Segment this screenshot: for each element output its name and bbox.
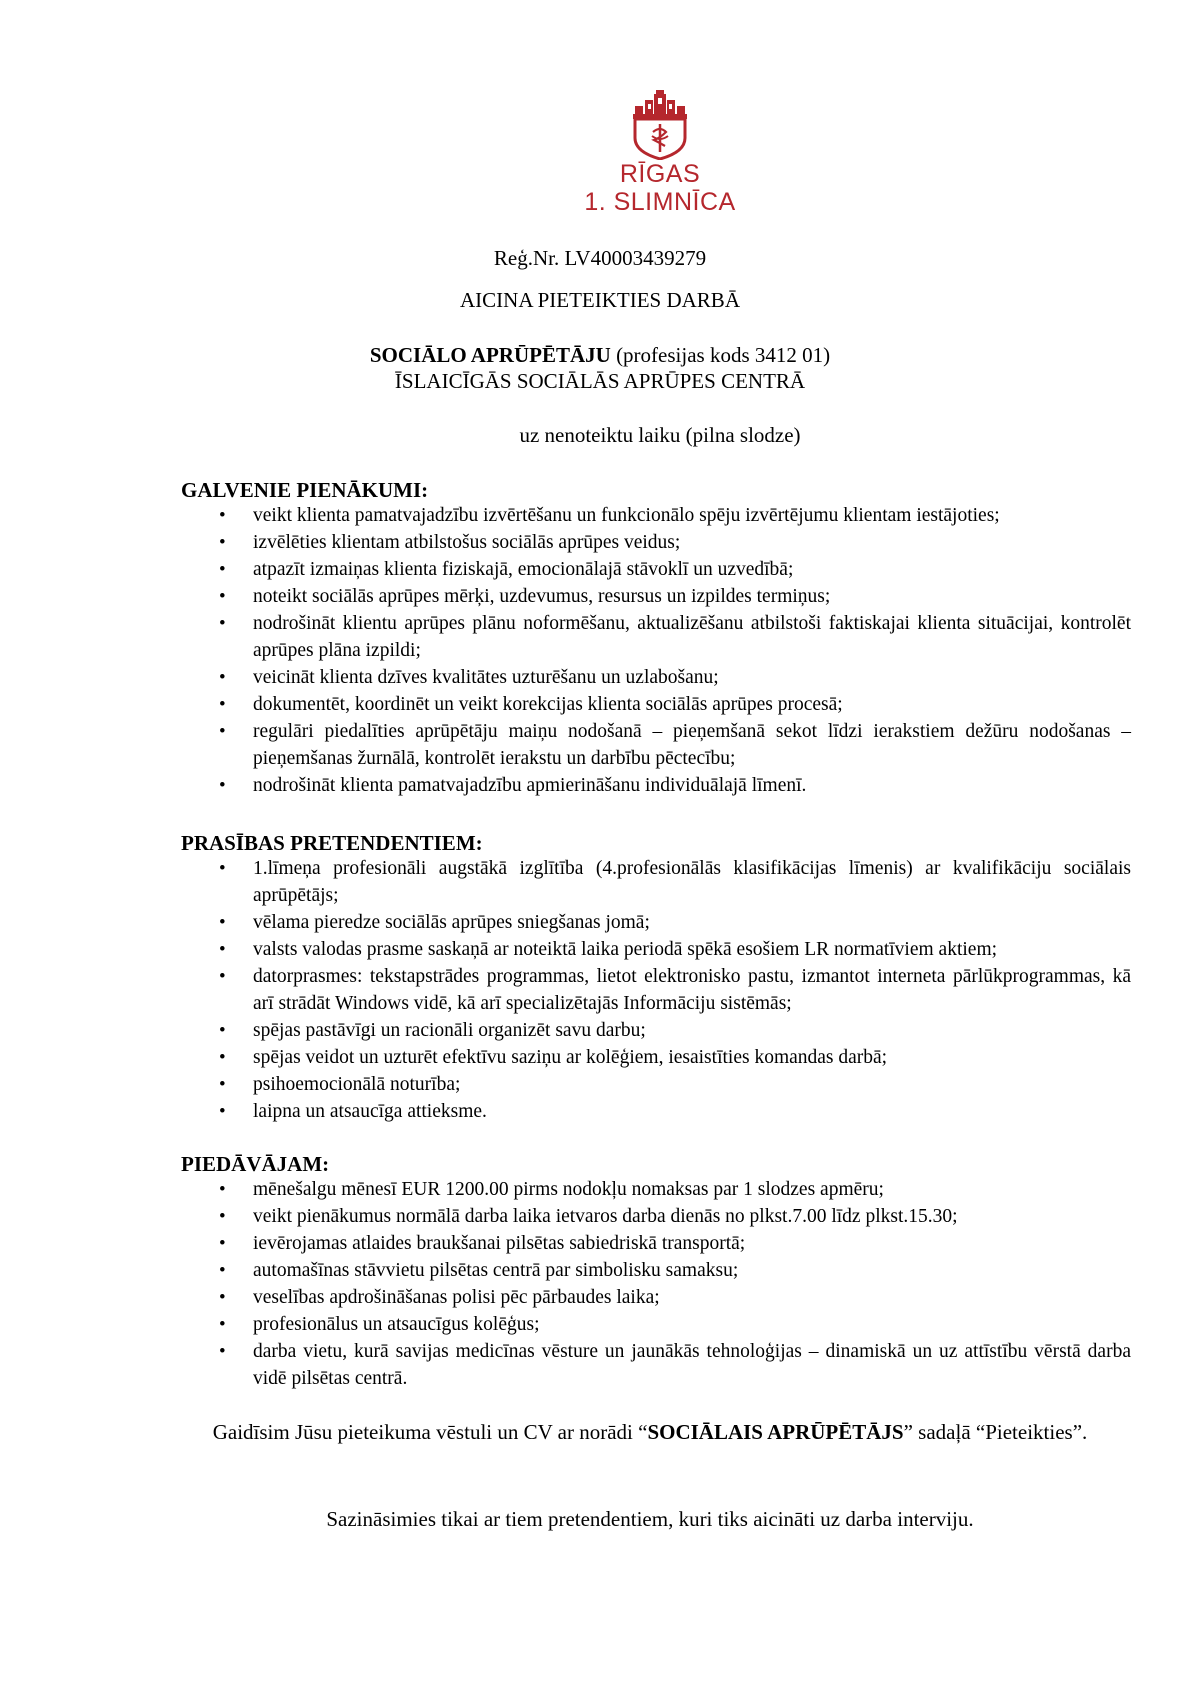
list-item: • psihoemocionālā noturība;	[181, 1071, 1131, 1098]
list-item: • darba vietu, kurā savijas medicīnas vēsture un jaunākās tehnoloģijas – dinamiskā un uz attīstību vērstā darba vidē pilsētas centrā.	[181, 1338, 1131, 1392]
requirements-heading: PRASĪBAS PRETENDENTIEM:	[181, 831, 483, 855]
hospital-castle-logo-icon	[631, 88, 689, 160]
list-item: • profesionālus un atsaucīgus kolēģus;	[181, 1311, 1131, 1338]
list-item: • atpazīt izmaiņas klienta fiziskajā, emocionālajā stāvoklī un uzvedībā;	[181, 556, 1131, 583]
application-instructions	[200, 1418, 1100, 1446]
list-item: • automašīnas stāvvietu pilsētas centrā par simbolisku samaksu;	[181, 1257, 1131, 1284]
logo-line-1: RĪGAS	[619, 160, 701, 188]
department-name: ĪSLAICĪGĀS SOCIĀLĀS APRŪPES CENTRĀ	[394, 369, 806, 393]
position-title-bold: SOCIĀLO APRŪPĒTĀJU	[369, 343, 611, 367]
list-item: • spējas veidot un uzturēt efektīvu saziņu ar kolēģiem, iesaistīties komandas darbā;	[181, 1044, 1131, 1071]
duties-heading: GALVENIE PIENĀKUMI:	[181, 478, 429, 502]
list-item: • laipna un atsaucīga attieksme.	[181, 1098, 1131, 1125]
requirements-section	[181, 831, 1131, 1125]
contact-note: Sazināsimies tikai ar tiem pretendentiem, kuri tiks aicināti uz darba interviju.	[326, 1507, 974, 1531]
list-item: • mēnešalgu mēnesī EUR 1200.00 pirms nodokļu nomaksas par 1 slodzes apmēru;	[181, 1176, 1131, 1203]
position-title	[0, 343, 1200, 367]
position-code: (profesijas kods 3412 01)	[610, 343, 831, 367]
list-item: • noteikt sociālās aprūpes mērķi, uzdevumus, resursus un izpildes termiņus;	[181, 583, 1131, 610]
requirements-list	[181, 855, 1131, 1125]
offer-heading: PIEDĀVĀJAM:	[181, 1152, 330, 1176]
list-item: • spējas pastāvīgi un racionāli organizēt savu darbu;	[181, 1017, 1131, 1044]
offer-list	[181, 1176, 1131, 1392]
hospital-logo	[570, 88, 750, 238]
list-item: • 1.līmeņa profesionāli augstākā izglītība (4.profesionālās klasifikācijas līmenis) ar kvalifikāciju sociālais aprūpētājs;	[181, 855, 1131, 909]
list-item: • veikt pienākumus normālā darba laika ietvaros darba dienās no plkst.7.00 līdz plkst.15.30;	[181, 1203, 1131, 1230]
list-item: • veikt klienta pamatvajadzību izvērtēšanu un funkcionālo spēju izvērtējumu klientam iestājoties;	[181, 502, 1131, 529]
invite-heading: AICINA PIETEIKTIES DARBĀ	[460, 288, 740, 312]
list-item: • valsts valodas prasme saskaņā ar noteiktā laika periodā spēkā esošiem LR normatīviem aktiem;	[181, 936, 1131, 963]
list-item: • nodrošināt klientu aprūpes plānu noformēšanu, aktualizēšanu atbilstoši faktiskajai klienta situācijai, kontrolēt aprūpes plāna izpildi;	[181, 610, 1131, 664]
list-item: • dokumentēt, koordinēt un veikt korekcijas klienta sociālās aprūpes procesā;	[181, 691, 1131, 718]
apply-text-pre: Gaidīsim Jūsu pieteikuma vēstuli un CV ar norādi “	[212, 1420, 648, 1444]
employment-terms: uz nenoteiktu laiku (pilna slodze)	[519, 423, 801, 447]
duties-list	[181, 502, 1131, 799]
list-item: • veicināt klienta dzīves kvalitātes uzturēšanu un uzlabošanu;	[181, 664, 1131, 691]
list-item: • nodrošināt klienta pamatvajadzību apmierināšanu individuālajā līmenī.	[181, 772, 1131, 799]
offer-section	[181, 1152, 1131, 1392]
apply-text-post: ” sadaļā “Pieteikties”.	[903, 1420, 1088, 1444]
list-item: • veselības apdrošināšanas polisi pēc pārbaudes laika;	[181, 1284, 1131, 1311]
apply-position-bold: SOCIĀLAIS APRŪPĒTĀJS	[647, 1420, 904, 1444]
list-item: • izvēlēties klientam atbilstošus sociālās aprūpes veidus;	[181, 529, 1131, 556]
duties-section	[181, 478, 1131, 799]
registration-number: Reģ.Nr. LV40003439279	[493, 246, 707, 270]
list-item: • ievērojamas atlaides braukšanai pilsētas sabiedriskā transportā;	[181, 1230, 1131, 1257]
logo-line-2: 1. SLIMNĪCA	[584, 188, 736, 216]
list-item: • datorprasmes: tekstapstrādes programmas, lietot elektronisko pastu, izmantot interneta pārlūkprogrammas, kā arī strādāt Windows vidē, kā arī specializētajās Informāciju sistēmās;	[181, 963, 1131, 1017]
list-item: • regulāri piedalīties aprūpētāju maiņu nodošanā – pieņemšanā sekot līdzi ierakstiem dežūru nodošanas – pieņemšanas žurnālā, kontrolēt ierakstu un darbību pēctecību;	[181, 718, 1131, 772]
list-item: • vēlama pieredze sociālās aprūpes sniegšanas jomā;	[181, 909, 1131, 936]
